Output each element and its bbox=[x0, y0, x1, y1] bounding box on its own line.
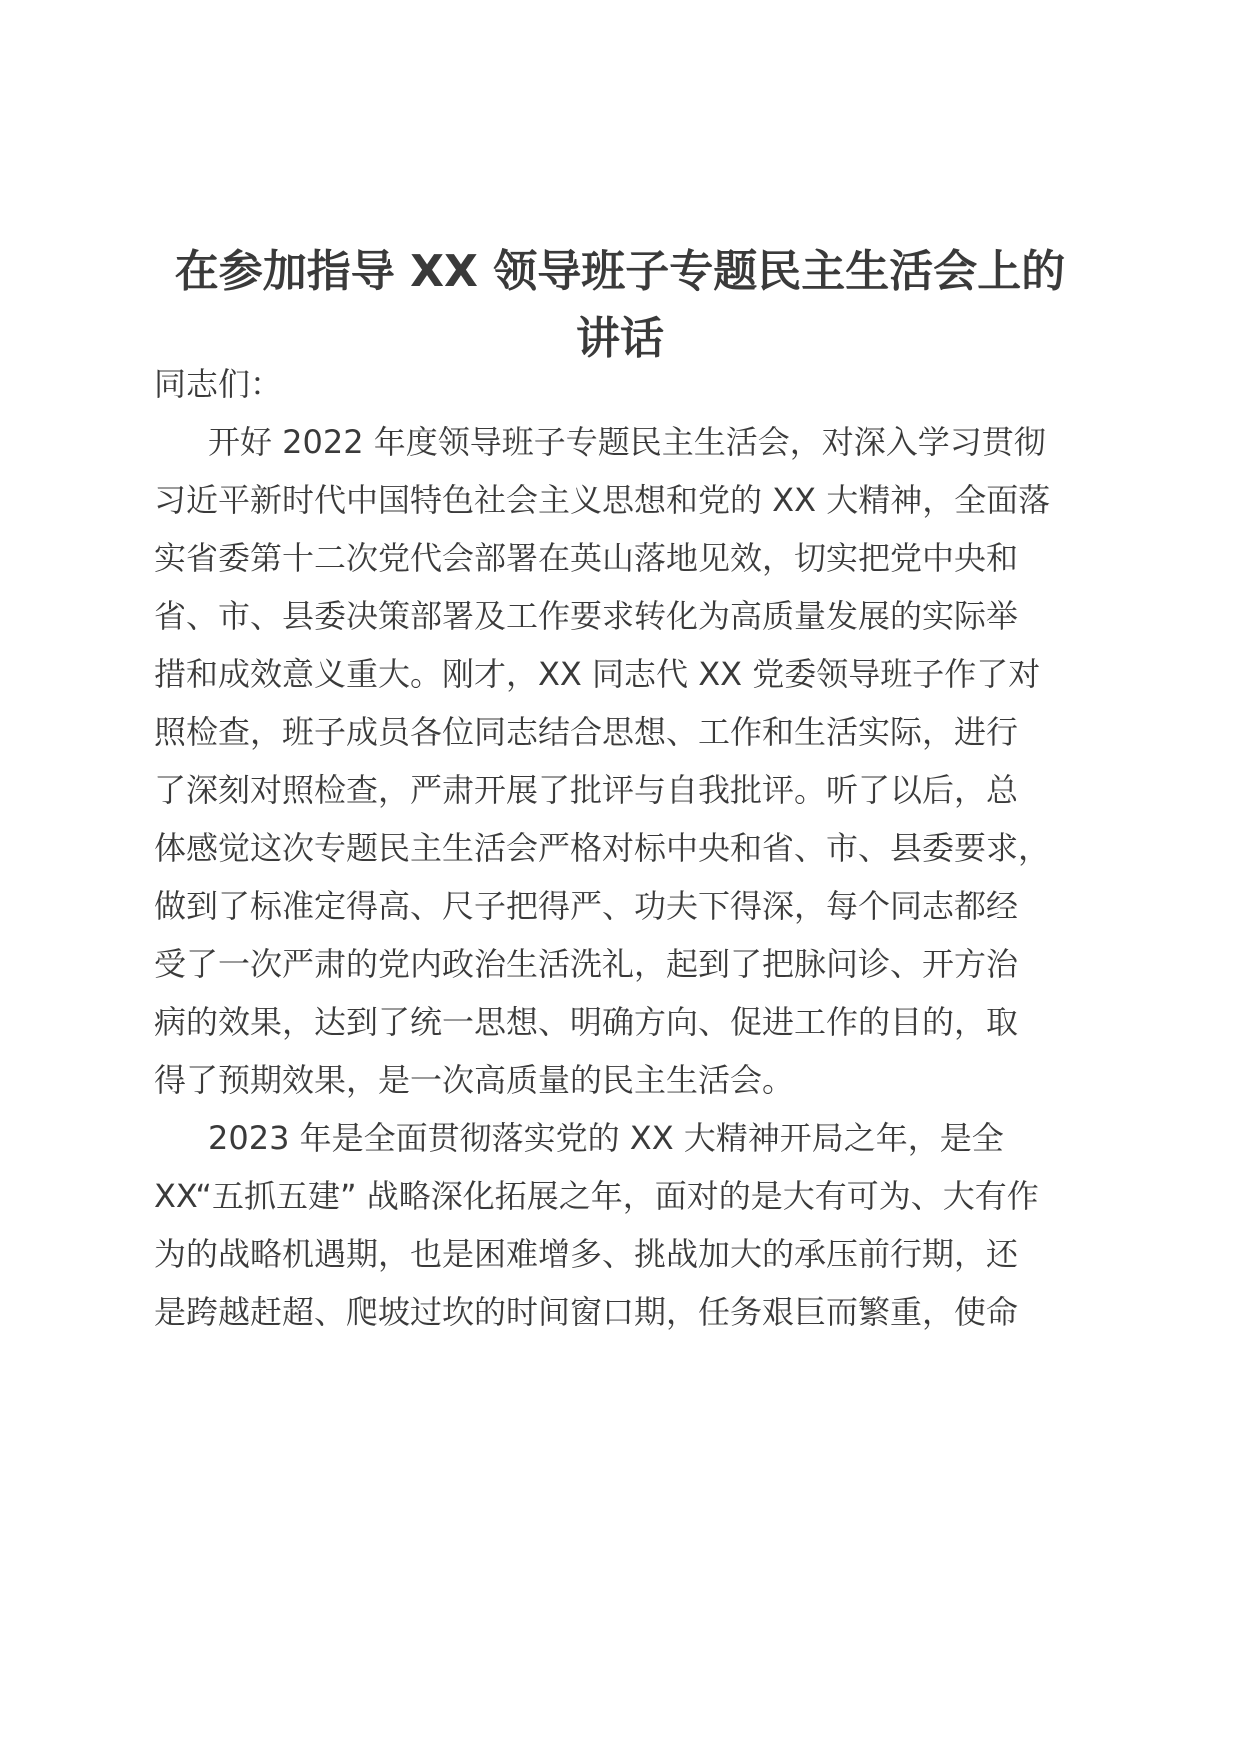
body-line: 受了一次严肃的党内政治生活洗礼，起到了把脉问诊、开方治 bbox=[154, 945, 1019, 983]
document-title-line-1: 在参加指导 XX 领导班子专题民主生活会上的 bbox=[174, 246, 1066, 297]
body-line: 做到了标准定得高、尺子把得严、功夫下得深，每个同志都经 bbox=[154, 887, 1019, 925]
salutation: 同志们： bbox=[154, 365, 283, 403]
body-line: 措和成效意义重大。刚才，XX 同志代 XX 党委领导班子作了对 bbox=[154, 655, 1041, 693]
body-line: 开好 2022 年度领导班子专题民主生活会，对深入学习贯彻 bbox=[208, 423, 1046, 461]
body-line: 了深刻对照检查，严肃开展了批评与自我批评。听了以后，总 bbox=[154, 771, 1019, 809]
body-line: 为的战略机遇期，也是困难增多、挑战加大的承压前行期，还 bbox=[154, 1235, 1019, 1273]
body-line: 体感觉这次专题民主生活会严格对标中央和省、市、县委要求， bbox=[154, 829, 1051, 867]
body-line: 省、市、县委决策部署及工作要求转化为高质量发展的实际举 bbox=[154, 597, 1019, 635]
body-line: 病的效果，达到了统一思想、明确方向、促进工作的目的，取 bbox=[154, 1003, 1019, 1041]
body-line: 照检查，班子成员各位同志结合思想、工作和生活实际，进行 bbox=[154, 713, 1019, 751]
body-line: 实省委第十二次党代会部署在英山落地见效，切实把党中央和 bbox=[154, 539, 1019, 577]
body-line: 是跨越赶超、爬坡过坎的时间窗口期，任务艰巨而繁重，使命 bbox=[154, 1293, 1019, 1331]
body-line: 习近平新时代中国特色社会主义思想和党的 XX 大精神，全面落 bbox=[154, 481, 1051, 519]
body-line: XX“五抓五建” 战略深化拓展之年，面对的是大有可为、大有作 bbox=[154, 1177, 1039, 1215]
body-line: 得了预期效果，是一次高质量的民主生活会。 bbox=[154, 1061, 795, 1099]
document-title-line-2: 讲话 bbox=[576, 313, 664, 364]
body-line: 2023 年是全面贯彻落实党的 XX 大精神开局之年，是全 bbox=[208, 1119, 1004, 1157]
